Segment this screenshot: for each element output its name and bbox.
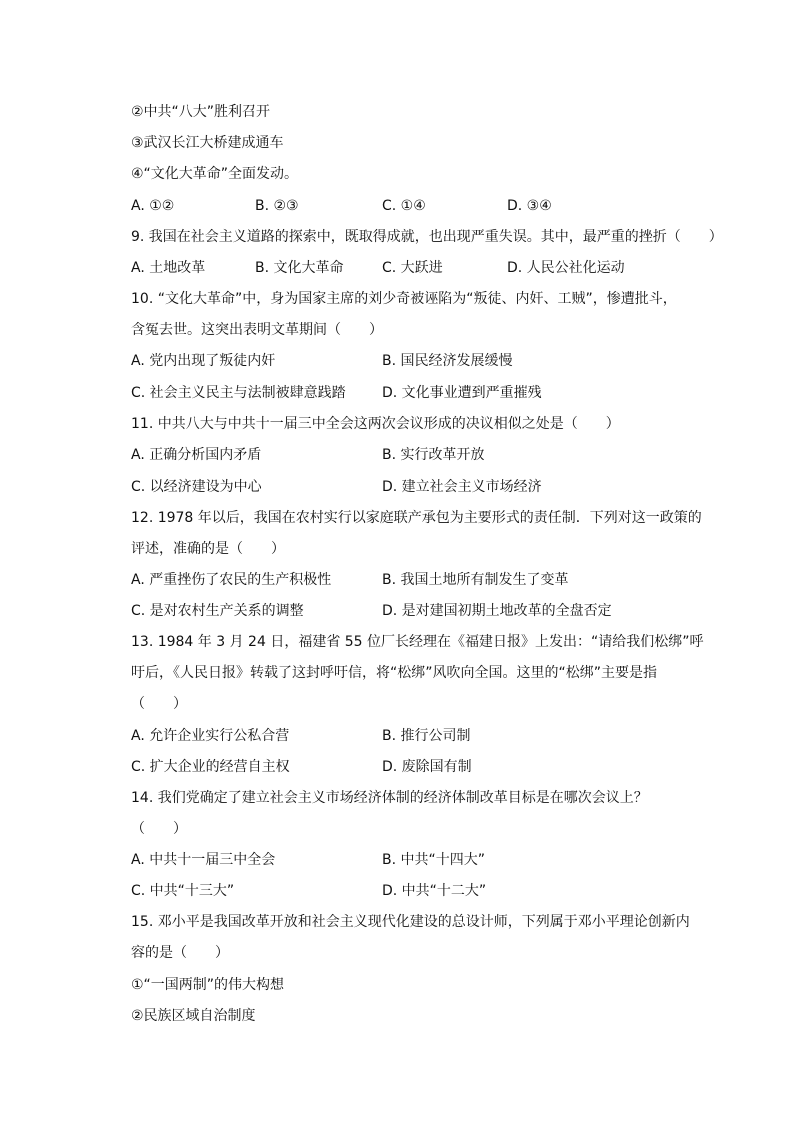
text-line: ②中共“八大”胜利召开 [131, 104, 271, 120]
question-14: 14. 我们党确定了建立社会主义市场经济体制的经济体制改革目标是在哪次会议上？ [131, 790, 648, 806]
option-b: B. 实行改革开放 [382, 447, 485, 463]
option-a: A. 党内出现了叛徒内奸 [131, 353, 276, 369]
option-c: C. 社会主义民主与法制被肆意践踏 [131, 385, 346, 401]
option-b: B. 文化大革命 [255, 260, 344, 276]
option-d: D. 人民公社化运动 [507, 260, 625, 276]
option-b: B. 中共“十四大” [382, 852, 486, 868]
question-11: 11. 中共八大与中共十一届三中全会这两次会议形成的决议相似之处是（ ） [131, 416, 620, 432]
option-d: D. 废除国有制 [382, 759, 472, 775]
text-line: 吁后，《人民日报》转载了这封呼吁信，将“松绑”风吹向全国。这里的“松绑”主要是指 [131, 665, 658, 681]
text-line: 容的是（ ） [131, 945, 229, 961]
question-15: 15. 邓小平是我国改革开放和社会主义现代化建设的总设计师，下列属于邓小平理论创新内 [131, 914, 690, 930]
text-line: 评述，准确的是（ ） [131, 541, 285, 557]
option-d: D. 是对建国初期土地改革的全盘否定 [382, 603, 612, 619]
option-b: B. ②③ [255, 198, 299, 214]
option-a: A. ①② [131, 198, 175, 214]
option-c: C. 是对农村生产关系的调整 [131, 603, 304, 619]
option-c: C. ①④ [382, 198, 426, 214]
text-line: （ ） [131, 821, 187, 837]
text-line: ①“一国两制”的伟大构想 [131, 977, 285, 993]
question-13: 13. 1984 年 3 月 24 日，福建省 55 位厂长经理在《福建日报》上发出：“请给我们松绑”呼 [131, 634, 704, 650]
question-9: 9. 我国在社会主义道路的探索中，既取得成就，也出现严重失误。其中，最严重的挫折（ ） [131, 229, 723, 245]
option-c: C. 以经济建设为中心 [131, 479, 262, 495]
text-line: 含冤去世。这突出表明文革期间（ ） [131, 322, 383, 338]
text-line: ②民族区域自治制度 [131, 1008, 256, 1024]
option-b: B. 推行公司制 [382, 728, 471, 744]
option-a: A. 正确分析国内矛盾 [131, 447, 262, 463]
option-a: A. 严重挫伤了农民的生产积极性 [131, 572, 332, 588]
option-d: D. ③④ [507, 198, 552, 214]
text-line: ④“文化大革命”全面发动。 [131, 166, 299, 182]
text-line: ③武汉长江大桥建成通车 [131, 135, 284, 151]
option-d: D. 文化事业遭到严重摧残 [382, 385, 542, 401]
option-c: C. 扩大企业的经营自主权 [131, 759, 290, 775]
question-12: 12. 1978 年以后，我国在农村实行以家庭联产承包为主要形式的责任制．下列对这一政策的 [131, 510, 702, 526]
question-10: 10. “文化大革命”中，身为国家主席的刘少奇被诬陷为“叛徒、内奸、工贼”，惨遭批斗， [131, 291, 677, 307]
option-d: D. 中共“十二大” [382, 883, 487, 899]
option-a: A. 中共十一届三中全会 [131, 852, 276, 868]
option-b: B. 我国土地所有制发生了变革 [382, 572, 569, 588]
option-a: A. 允许企业实行公私合营 [131, 728, 290, 744]
text-line: （ ） [131, 696, 187, 712]
option-c: C. 大跃进 [382, 260, 443, 276]
option-d: D. 建立社会主义市场经济 [382, 479, 542, 495]
option-a: A. 土地改革 [131, 260, 206, 276]
option-b: B. 国民经济发展缓慢 [382, 353, 513, 369]
option-c: C. 中共“十三大” [131, 883, 235, 899]
